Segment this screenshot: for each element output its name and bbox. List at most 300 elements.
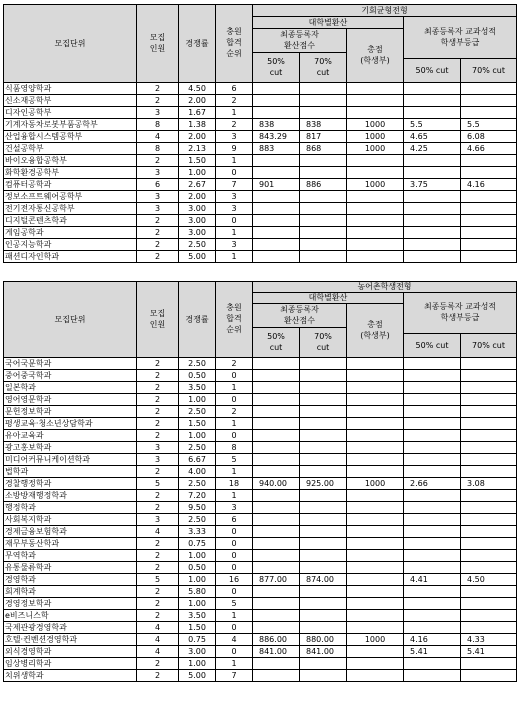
table-row <box>4 83 517 95</box>
rate-cell: 3.00 <box>179 646 216 658</box>
count-cell: 5 <box>137 478 179 490</box>
count-cell: 4 <box>137 634 179 646</box>
wait-cell: 0 <box>216 538 253 550</box>
header-recruit-unit: 모집단위 <box>4 282 137 358</box>
table-row <box>4 179 517 191</box>
header-total: 총점 (학생부) <box>347 29 404 83</box>
score-cut50-cell <box>253 382 300 394</box>
score-cut70-cell <box>300 227 347 239</box>
table-row <box>4 239 517 251</box>
count-cell: 2 <box>137 227 179 239</box>
score-cut50-cell: 886.00 <box>253 634 300 646</box>
score-cut70-cell <box>300 490 347 502</box>
wait-cell: 5 <box>216 454 253 466</box>
score-cut70-cell <box>300 406 347 418</box>
wait-cell: 0 <box>216 394 253 406</box>
unit-cell: 전기전자통신공학부 <box>4 203 137 215</box>
rate-cell: 2.50 <box>179 514 216 526</box>
score-cut50-cell <box>253 107 300 119</box>
header-competition-rate: 경쟁률 <box>179 282 216 358</box>
score-cut70-cell <box>300 658 347 670</box>
score-cut70-cell <box>300 466 347 478</box>
count-cell: 2 <box>137 394 179 406</box>
wait-cell: 3 <box>216 502 253 514</box>
count-cell: 2 <box>137 406 179 418</box>
score-cut50-cell <box>253 538 300 550</box>
score-cut70-cell <box>300 358 347 370</box>
count-cell: 6 <box>137 179 179 191</box>
rate-cell: 1.00 <box>179 167 216 179</box>
table-row <box>4 382 517 394</box>
count-cell: 4 <box>137 622 179 634</box>
unit-cell: 경영정보학과 <box>4 598 137 610</box>
wait-cell: 0 <box>216 586 253 598</box>
grade-cut70-cell <box>461 538 517 550</box>
grade-cut70-cell <box>461 155 517 167</box>
grade-cut70-cell <box>461 215 517 227</box>
grade-cut50-cell <box>404 83 461 95</box>
wait-cell: 2 <box>216 406 253 418</box>
score-cut50-cell: 841.00 <box>253 646 300 658</box>
total-cell <box>347 418 404 430</box>
score-cut50-cell <box>253 514 300 526</box>
total-cell <box>347 107 404 119</box>
grade-cut70-cell <box>461 454 517 466</box>
rate-cell: 3.50 <box>179 382 216 394</box>
score-cut70-cell <box>300 454 347 466</box>
table-row <box>4 155 517 167</box>
grade-cut70-cell: 4.50 <box>461 574 517 586</box>
table-row <box>4 143 517 155</box>
grade-cut70-cell <box>461 239 517 251</box>
wait-cell: 0 <box>216 526 253 538</box>
score-cut70-cell <box>300 107 347 119</box>
rate-cell: 1.00 <box>179 574 216 586</box>
unit-cell: 인공지능학과 <box>4 239 137 251</box>
rate-cell: 1.50 <box>179 155 216 167</box>
total-cell <box>347 382 404 394</box>
grade-cut50-cell <box>404 227 461 239</box>
unit-cell: 소방방재행정학과 <box>4 490 137 502</box>
grade-cut70-cell <box>461 251 517 263</box>
table-row <box>4 251 517 263</box>
count-cell: 2 <box>137 550 179 562</box>
grade-cut70-cell <box>461 107 517 119</box>
score-cut70-cell <box>300 526 347 538</box>
rate-cell: 2.67 <box>179 179 216 191</box>
grade-cut50-cell: 5.41 <box>404 646 461 658</box>
grade-cut70-cell <box>461 203 517 215</box>
unit-cell: 유통물류학과 <box>4 562 137 574</box>
wait-cell: 0 <box>216 646 253 658</box>
header-final-score: 최종등록자 환산점수 <box>253 29 347 53</box>
score-cut50-cell <box>253 406 300 418</box>
rate-cell: 3.33 <box>179 526 216 538</box>
table-row <box>4 634 517 646</box>
admissions-table-balanced-opportunity <box>3 4 517 263</box>
table-row <box>4 227 517 239</box>
rate-cell: 3.00 <box>179 227 216 239</box>
rate-cell: 1.00 <box>179 430 216 442</box>
score-cut70-cell: 874.00 <box>300 574 347 586</box>
total-cell <box>347 622 404 634</box>
rate-cell: 3.00 <box>179 203 216 215</box>
grade-cut70-cell <box>461 95 517 107</box>
unit-cell: 회계학과 <box>4 586 137 598</box>
grade-cut70-cell <box>461 514 517 526</box>
header-waitlist-rank: 충원 합격 순위 <box>216 282 253 358</box>
grade-cut50-cell <box>404 215 461 227</box>
score-cut70-cell <box>300 167 347 179</box>
header-score-cut70: 70% cut <box>300 53 347 83</box>
score-cut70-cell <box>300 430 347 442</box>
grade-cut70-cell: 5.5 <box>461 119 517 131</box>
grade-cut50-cell <box>404 658 461 670</box>
grade-cut70-cell <box>461 394 517 406</box>
count-cell: 8 <box>137 119 179 131</box>
rate-cell: 2.00 <box>179 131 216 143</box>
score-cut70-cell <box>300 239 347 251</box>
total-cell <box>347 490 404 502</box>
admissions-table-rural-students <box>3 281 517 682</box>
wait-cell: 0 <box>216 430 253 442</box>
grade-cut50-cell <box>404 538 461 550</box>
total-cell <box>347 239 404 251</box>
grade-cut50-cell <box>404 406 461 418</box>
total-cell <box>347 562 404 574</box>
grade-cut70-cell <box>461 562 517 574</box>
score-cut50-cell <box>253 610 300 622</box>
grade-cut70-cell <box>461 406 517 418</box>
grade-cut50-cell <box>404 191 461 203</box>
count-cell: 2 <box>137 502 179 514</box>
unit-cell: 유아교육과 <box>4 430 137 442</box>
total-cell <box>347 466 404 478</box>
grade-cut50-cell <box>404 167 461 179</box>
header-final-grade: 최종등록자 교과성적 학생부등급 <box>404 17 517 59</box>
total-cell <box>347 430 404 442</box>
unit-cell: 신소재공학부 <box>4 95 137 107</box>
unit-cell: 중어중국학과 <box>4 370 137 382</box>
header-waitlist-rank: 충원 합격 순위 <box>216 5 253 83</box>
score-cut50-cell <box>253 490 300 502</box>
rate-cell: 9.50 <box>179 502 216 514</box>
grade-cut50-cell: 4.41 <box>404 574 461 586</box>
rate-cell: 5.00 <box>179 251 216 263</box>
table-header <box>4 282 517 358</box>
wait-cell: 1 <box>216 466 253 478</box>
rate-cell: 2.50 <box>179 442 216 454</box>
count-cell: 2 <box>137 586 179 598</box>
score-cut70-cell <box>300 550 347 562</box>
rate-cell: 1.50 <box>179 418 216 430</box>
grade-cut50-cell <box>404 490 461 502</box>
score-cut50-cell <box>253 239 300 251</box>
unit-cell: 기계자동차로봇부품공학부 <box>4 119 137 131</box>
unit-cell: 일본학과 <box>4 382 137 394</box>
grade-cut50-cell: 3.75 <box>404 179 461 191</box>
count-cell: 5 <box>137 574 179 586</box>
grade-cut50-cell <box>404 586 461 598</box>
wait-cell: 1 <box>216 658 253 670</box>
total-cell <box>347 83 404 95</box>
score-cut50-cell <box>253 83 300 95</box>
unit-cell: 정보소프트웨어공학부 <box>4 191 137 203</box>
total-cell <box>347 167 404 179</box>
unit-cell: 게임공학과 <box>4 227 137 239</box>
grade-cut70-cell <box>461 622 517 634</box>
count-cell: 8 <box>137 143 179 155</box>
wait-cell: 3 <box>216 203 253 215</box>
table-row <box>4 119 517 131</box>
wait-cell: 0 <box>216 215 253 227</box>
rate-cell: 1.50 <box>179 622 216 634</box>
total-cell <box>347 155 404 167</box>
score-cut50-cell <box>253 167 300 179</box>
grade-cut50-cell <box>404 394 461 406</box>
grade-cut70-cell <box>461 670 517 682</box>
score-cut50-cell <box>253 227 300 239</box>
wait-cell: 1 <box>216 610 253 622</box>
unit-cell: 광고홍보학과 <box>4 442 137 454</box>
wait-cell: 4 <box>216 634 253 646</box>
score-cut50-cell <box>253 502 300 514</box>
score-cut70-cell <box>300 394 347 406</box>
wait-cell: 3 <box>216 191 253 203</box>
score-cut70-cell: 838 <box>300 119 347 131</box>
unit-cell: 사회복지학과 <box>4 514 137 526</box>
grade-cut70-cell <box>461 83 517 95</box>
wait-cell: 0 <box>216 370 253 382</box>
table-row <box>4 598 517 610</box>
score-cut70-cell <box>300 670 347 682</box>
wait-cell: 0 <box>216 622 253 634</box>
count-cell: 3 <box>137 514 179 526</box>
total-cell <box>347 406 404 418</box>
rate-cell: 0.75 <box>179 634 216 646</box>
count-cell: 2 <box>137 358 179 370</box>
score-cut50-cell <box>253 394 300 406</box>
count-cell: 2 <box>137 418 179 430</box>
grade-cut70-cell: 4.16 <box>461 179 517 191</box>
total-cell <box>347 658 404 670</box>
rate-cell: 0.50 <box>179 370 216 382</box>
unit-cell: 무역학과 <box>4 550 137 562</box>
total-cell: 1000 <box>347 131 404 143</box>
table-row <box>4 442 517 454</box>
unit-cell: 산업융합시스템공학부 <box>4 131 137 143</box>
unit-cell: e비즈니스학 <box>4 610 137 622</box>
score-cut70-cell <box>300 191 347 203</box>
count-cell: 2 <box>137 251 179 263</box>
wait-cell: 1 <box>216 155 253 167</box>
table-row <box>4 215 517 227</box>
grade-cut50-cell <box>404 370 461 382</box>
table-row <box>4 406 517 418</box>
section-title: 기회균형전형 <box>253 5 517 17</box>
grade-cut50-cell <box>404 550 461 562</box>
count-cell: 2 <box>137 670 179 682</box>
table-header <box>4 5 517 83</box>
total-cell <box>347 227 404 239</box>
score-cut50-cell <box>253 358 300 370</box>
count-cell: 2 <box>137 370 179 382</box>
unit-cell: 컴퓨터공학과 <box>4 179 137 191</box>
grade-cut50-cell: 4.25 <box>404 143 461 155</box>
grade-cut50-cell <box>404 155 461 167</box>
unit-cell: 국어국문학과 <box>4 358 137 370</box>
rate-cell: 4.00 <box>179 466 216 478</box>
table-row <box>4 394 517 406</box>
table-body <box>4 358 517 682</box>
rate-cell: 7.20 <box>179 490 216 502</box>
header-grade-cut70: 70% cut <box>461 59 517 83</box>
unit-cell: 임상병리학과 <box>4 658 137 670</box>
table-row <box>4 370 517 382</box>
score-cut50-cell <box>253 203 300 215</box>
score-cut70-cell <box>300 251 347 263</box>
score-cut50-cell <box>253 550 300 562</box>
total-cell <box>347 538 404 550</box>
score-cut70-cell: 886 <box>300 179 347 191</box>
wait-cell: 2 <box>216 358 253 370</box>
grade-cut70-cell <box>461 358 517 370</box>
score-cut70-cell: 880.00 <box>300 634 347 646</box>
wait-cell: 18 <box>216 478 253 490</box>
table-row <box>4 514 517 526</box>
unit-cell: 화학환경공학부 <box>4 167 137 179</box>
grade-cut70-cell <box>461 382 517 394</box>
count-cell: 2 <box>137 538 179 550</box>
header-conversion: 대학별환산 <box>253 293 404 304</box>
score-cut70-cell <box>300 215 347 227</box>
count-cell: 2 <box>137 466 179 478</box>
score-cut50-cell <box>253 191 300 203</box>
table-row <box>4 466 517 478</box>
table-row <box>4 430 517 442</box>
count-cell: 2 <box>137 490 179 502</box>
table-row <box>4 658 517 670</box>
header-score-cut50: 50% cut <box>253 328 300 358</box>
score-cut70-cell <box>300 598 347 610</box>
wait-cell: 2 <box>216 119 253 131</box>
table-row <box>4 107 517 119</box>
wait-cell: 3 <box>216 239 253 251</box>
grade-cut70-cell: 5.41 <box>461 646 517 658</box>
unit-cell: 치위생학과 <box>4 670 137 682</box>
table-row <box>4 490 517 502</box>
unit-cell: 영어영문학과 <box>4 394 137 406</box>
count-cell: 3 <box>137 107 179 119</box>
grade-cut50-cell <box>404 107 461 119</box>
wait-cell: 8 <box>216 442 253 454</box>
count-cell: 3 <box>137 203 179 215</box>
score-cut50-cell: 877.00 <box>253 574 300 586</box>
total-cell <box>347 670 404 682</box>
score-cut50-cell <box>253 670 300 682</box>
grade-cut70-cell <box>461 430 517 442</box>
grade-cut50-cell <box>404 454 461 466</box>
wait-cell: 6 <box>216 514 253 526</box>
table-row <box>4 191 517 203</box>
total-cell <box>347 454 404 466</box>
table-row <box>4 454 517 466</box>
rate-cell: 1.00 <box>179 658 216 670</box>
total-cell: 1000 <box>347 478 404 490</box>
unit-cell: 경찰행정학과 <box>4 478 137 490</box>
grade-cut70-cell: 4.66 <box>461 143 517 155</box>
rate-cell: 3.50 <box>179 610 216 622</box>
wait-cell: 6 <box>216 83 253 95</box>
unit-cell: 디지털콘텐츠학과 <box>4 215 137 227</box>
wait-cell: 3 <box>216 131 253 143</box>
score-cut70-cell: 868 <box>300 143 347 155</box>
header-score-cut50: 50% cut <box>253 53 300 83</box>
count-cell: 2 <box>137 598 179 610</box>
score-cut50-cell: 901 <box>253 179 300 191</box>
table-row <box>4 586 517 598</box>
table-row <box>4 526 517 538</box>
rate-cell: 5.00 <box>179 670 216 682</box>
grade-cut70-cell: 4.33 <box>461 634 517 646</box>
unit-cell: 재무부동산학과 <box>4 538 137 550</box>
score-cut50-cell: 838 <box>253 119 300 131</box>
unit-cell: 경영학과 <box>4 574 137 586</box>
score-cut50-cell <box>253 598 300 610</box>
total-cell <box>347 251 404 263</box>
total-cell <box>347 610 404 622</box>
table-body <box>4 83 517 263</box>
count-cell: 4 <box>137 526 179 538</box>
grade-cut50-cell: 5.5 <box>404 119 461 131</box>
grade-cut50-cell <box>404 562 461 574</box>
table-row <box>4 358 517 370</box>
count-cell: 2 <box>137 382 179 394</box>
score-cut50-cell <box>253 526 300 538</box>
header-final-score: 최종등록자 환산점수 <box>253 304 347 328</box>
wait-cell: 16 <box>216 574 253 586</box>
count-cell: 2 <box>137 239 179 251</box>
rate-cell: 1.67 <box>179 107 216 119</box>
wait-cell: 1 <box>216 251 253 263</box>
count-cell: 2 <box>137 155 179 167</box>
score-cut70-cell <box>300 418 347 430</box>
unit-cell: 패션디자인학과 <box>4 251 137 263</box>
count-cell: 2 <box>137 610 179 622</box>
rate-cell: 2.50 <box>179 406 216 418</box>
rate-cell: 1.00 <box>179 598 216 610</box>
rate-cell: 2.50 <box>179 478 216 490</box>
count-cell: 2 <box>137 562 179 574</box>
grade-cut50-cell: 4.16 <box>404 634 461 646</box>
rate-cell: 6.67 <box>179 454 216 466</box>
rate-cell: 3.00 <box>179 215 216 227</box>
unit-cell: 바이오융합공학부 <box>4 155 137 167</box>
grade-cut70-cell: 3.08 <box>461 478 517 490</box>
score-cut50-cell <box>253 418 300 430</box>
table-row <box>4 610 517 622</box>
score-cut50-cell <box>253 430 300 442</box>
count-cell: 2 <box>137 215 179 227</box>
grade-cut70-cell <box>461 167 517 179</box>
wait-cell: 9 <box>216 143 253 155</box>
score-cut70-cell <box>300 514 347 526</box>
header-recruit-count: 모집 인원 <box>137 5 179 83</box>
wait-cell: 2 <box>216 95 253 107</box>
grade-cut70-cell <box>461 610 517 622</box>
grade-cut50-cell <box>404 430 461 442</box>
unit-cell: 법학과 <box>4 466 137 478</box>
